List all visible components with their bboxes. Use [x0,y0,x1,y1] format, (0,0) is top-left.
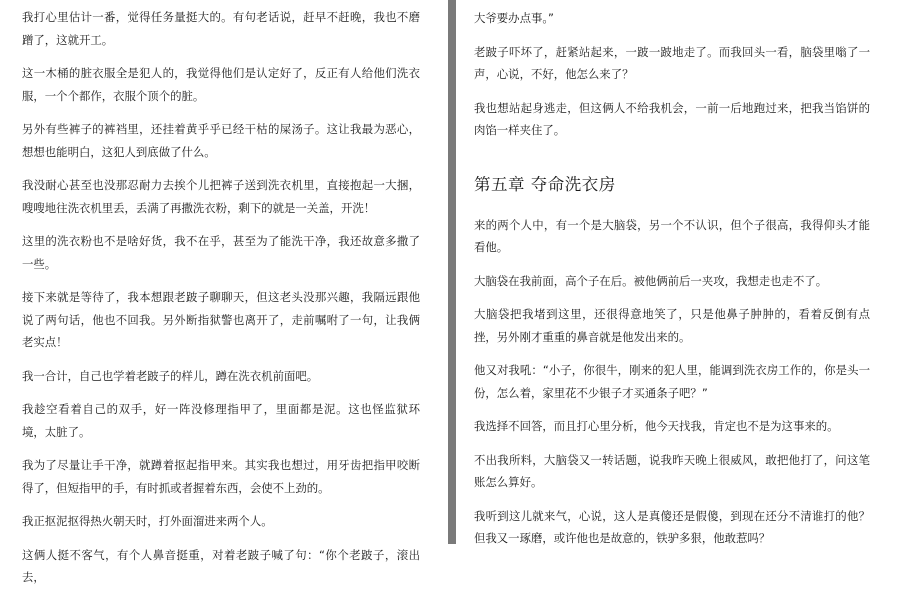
right-page-body [456,0,900,550]
paragraph: 我听到这儿就来气，心说，这人是真傻还是假傻，到现在还分不清谁打的他？但我又一琢磨，或许他也是故意的，铁驴多狠，他敢惹吗？ [474,508,870,545]
paragraph: 不出我所料，大脑袋又一转话题，说我昨天晚上很威风，敢把他打了，问这笔账怎么算好。 [474,452,870,489]
chapter-title: 第五章 夺命洗衣房 [474,174,616,194]
paragraph: 这里的洗衣粉也不是啥好货，我不在乎，甚至为了能洗干净，我还故意多撒了一些。 [22,234,420,271]
paragraph: 来的两个人中，有一个是大脑袋，另一个不认识，但个子很高，我得仰头才能看他。 [474,217,870,254]
paragraph: 我选择不回答，而且打心里分析，他今天找我，肯定也不是为这事来的。 [474,419,839,433]
paragraph: 我也想站起身逃走，但这俩人不给我机会，一前一后地跑过来，把我当馅饼的肉馅一样夹住了。 [474,100,870,137]
paragraph: 接下来就是等待了，我本想跟老跛子聊聊天，但这老头没那兴趣，我隔远跟他说了两句话，他也不回我。另外断指狱警也离开了，走前嘱咐了一句，让我俩老实点！ [22,290,420,349]
left-page [0,0,448,584]
paragraph: 我正抠泥抠得热火朝天时，打外面溜进来两个人。 [22,514,273,528]
paragraph: 大爷要办点事。” [474,11,554,25]
paragraph: 我趁空看着自己的双手，好一阵没修理指甲了，里面都是泥。这也怪监狱环境，太脏了。 [22,402,420,439]
paragraph: 老跛子吓坏了，赶紧站起来，一跛一跛地走了。而我回头一看，脑袋里嗡了一声，心说，不好，他怎么来了？ [474,44,870,81]
paragraph: 这一木桶的脏衣服全是犯人的，我觉得他们是认定好了，反正有人给他们洗衣服，一个个都作，衣服个顶个的脏。 [22,66,420,103]
paragraph: 他又对我吼：“小子，你很牛，刚来的犯人里，能调到洗衣房工作的，你是头一份，怎么着，家里花不少银子才买通条子吧？” [474,363,870,400]
paragraph: 大脑袋把我堵到这里，还很得意地笑了，只是他鼻子肿肿的，看着反倒有点挫，另外刚才重重的鼻音就是他发出来的。 [474,307,870,344]
left-page-body [0,0,448,589]
paragraph: 另外有些裤子的裤裆里，还挂着黄乎乎已经干枯的屎汤子。这让我最为恶心，想想也能明白，这犯人到底做了什么。 [22,122,420,159]
right-page [456,0,900,544]
paragraph: 大脑袋在我前面，高个子在后。被他俩前后一夹攻，我想走也走不了。 [474,273,828,288]
paragraph: 我没耐心甚至也没那忍耐力去挨个儿把裤子送到洗衣机里，直接抱起一大捆，嗖嗖地往洗衣机里丢，丢满了再撒洗衣粉，剩下的就是一关盖，开洗！ [22,178,420,215]
page-gutter [448,0,456,544]
paragraph: 这俩人挺不客气，有个人鼻音挺重，对着老跛子喊了句：“你个老跛子，滚出去， [22,547,420,584]
paragraph: 我一合计，自己也学着老跛子的样儿，蹲在洗衣机前面吧。 [22,368,319,383]
paragraph: 我打心里估计一番，觉得任务量挺大的。有句老话说，赶早不赶晚，我也不磨蹭了，这就开工。 [22,10,420,47]
paragraph: 我为了尽量让手干净，就蹲着抠起指甲来。其实我也想过，用牙齿把指甲咬断得了，但短指甲的手，有时抓或者握着东西，会使不上劲的。 [22,458,420,495]
